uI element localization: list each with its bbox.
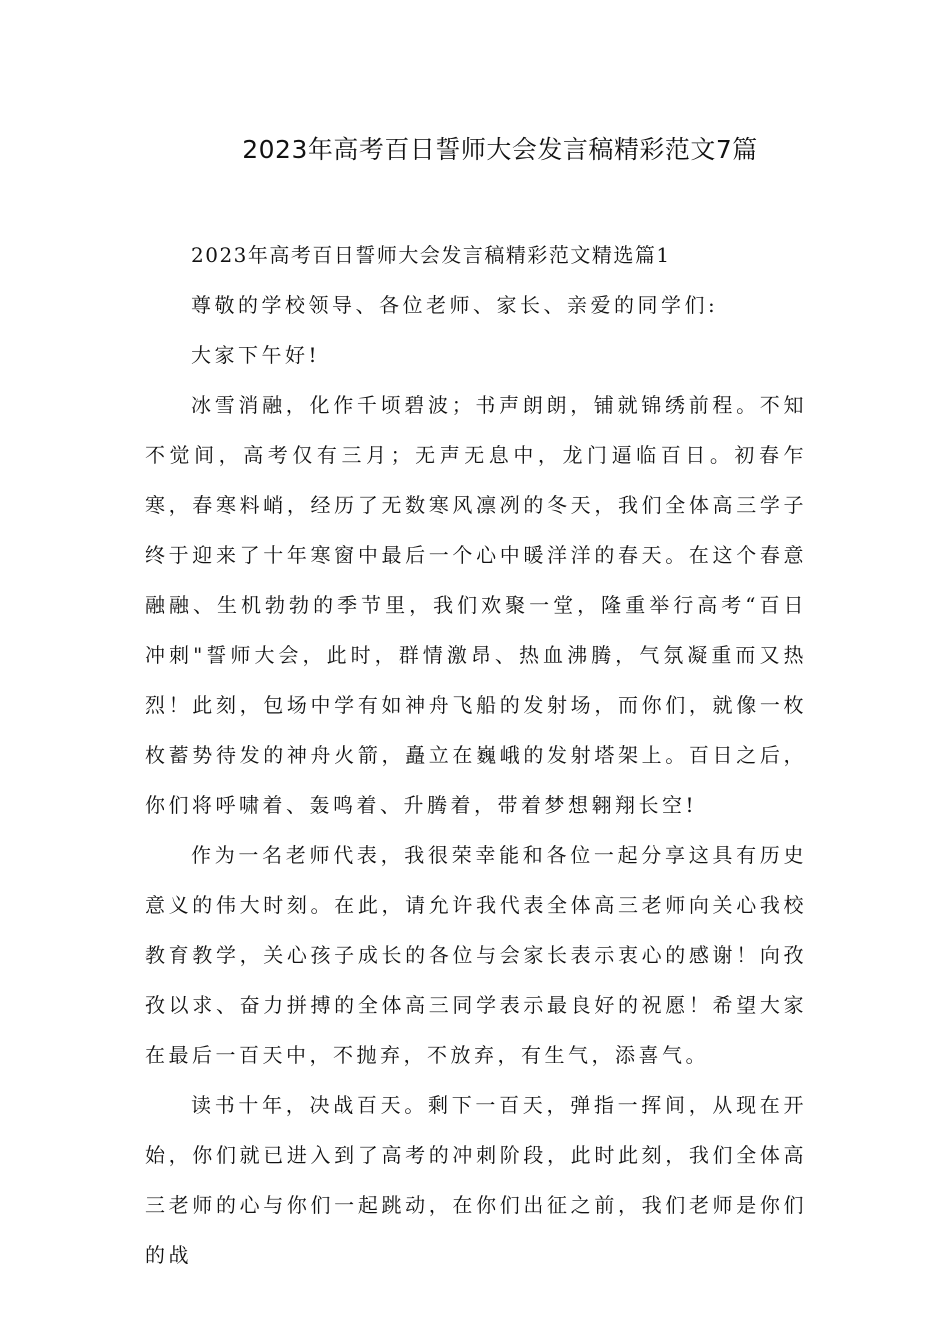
- greeting-paragraph: 大家下午好!: [191, 343, 321, 367]
- body-paragraph: 作为一名老师代表，我很荣幸能和各位一起分享这具有历史意义的伟大时刻。在此，请允许我代表全体高三老师向关心我校教育教学，关心孩子成长的各位与会家长表示衷心的感谢！向孜孜以求、奋力拼搏的全体高三同学表示最良好的祝愿！希望大家在最后一百天中，不抛弃，不放弃，有生气，添喜气。: [145, 843, 807, 1067]
- document-title: 2023年高考百日誓师大会发言稿精彩范文7篇: [242, 135, 758, 164]
- document-body: [145, 230, 807, 1280]
- salutation-paragraph: 尊敬的学校领导、各位老师、家长、亲爱的同学们:: [191, 293, 719, 317]
- section-heading: 2023年高考百日誓师大会发言稿精彩范文精选篇1: [191, 243, 671, 267]
- body-paragraph: 读书十年，决战百天。剩下一百天，弹指一挥间，从现在开始，你们就已进入到了高考的冲刺阶段，此时此刻，我们全体高三老师的心与你们一起跳动，在你们出征之前，我们老师是你们的战: [145, 1093, 807, 1267]
- body-paragraph: 冰雪消融，化作千顷碧波；书声朗朗，铺就锦绣前程。不知不觉间，高考仅有三月；无声无息中，龙门逼临百日。初春乍寒，春寒料峭，经历了无数寒风凛冽的冬天，我们全体高三学子终于迎来了十年寒窗中最后一个心中暖洋洋的春天。在这个春意融融、生机勃勃的季节里，我们欢聚一堂，隆重举行高考“百日冲刺"誓师大会，此时，群情激昂、热血沸腾，气氛凝重而又热烈！此刻，包场中学有如神舟飞船的发射场，而你们，就像一枚枚蓄势待发的神舟火箭，矗立在巍峨的发射塔架上。百日之后，你们将呼啸着、轰鸣着、升腾着，带着梦想翱翔长空!: [145, 393, 807, 817]
